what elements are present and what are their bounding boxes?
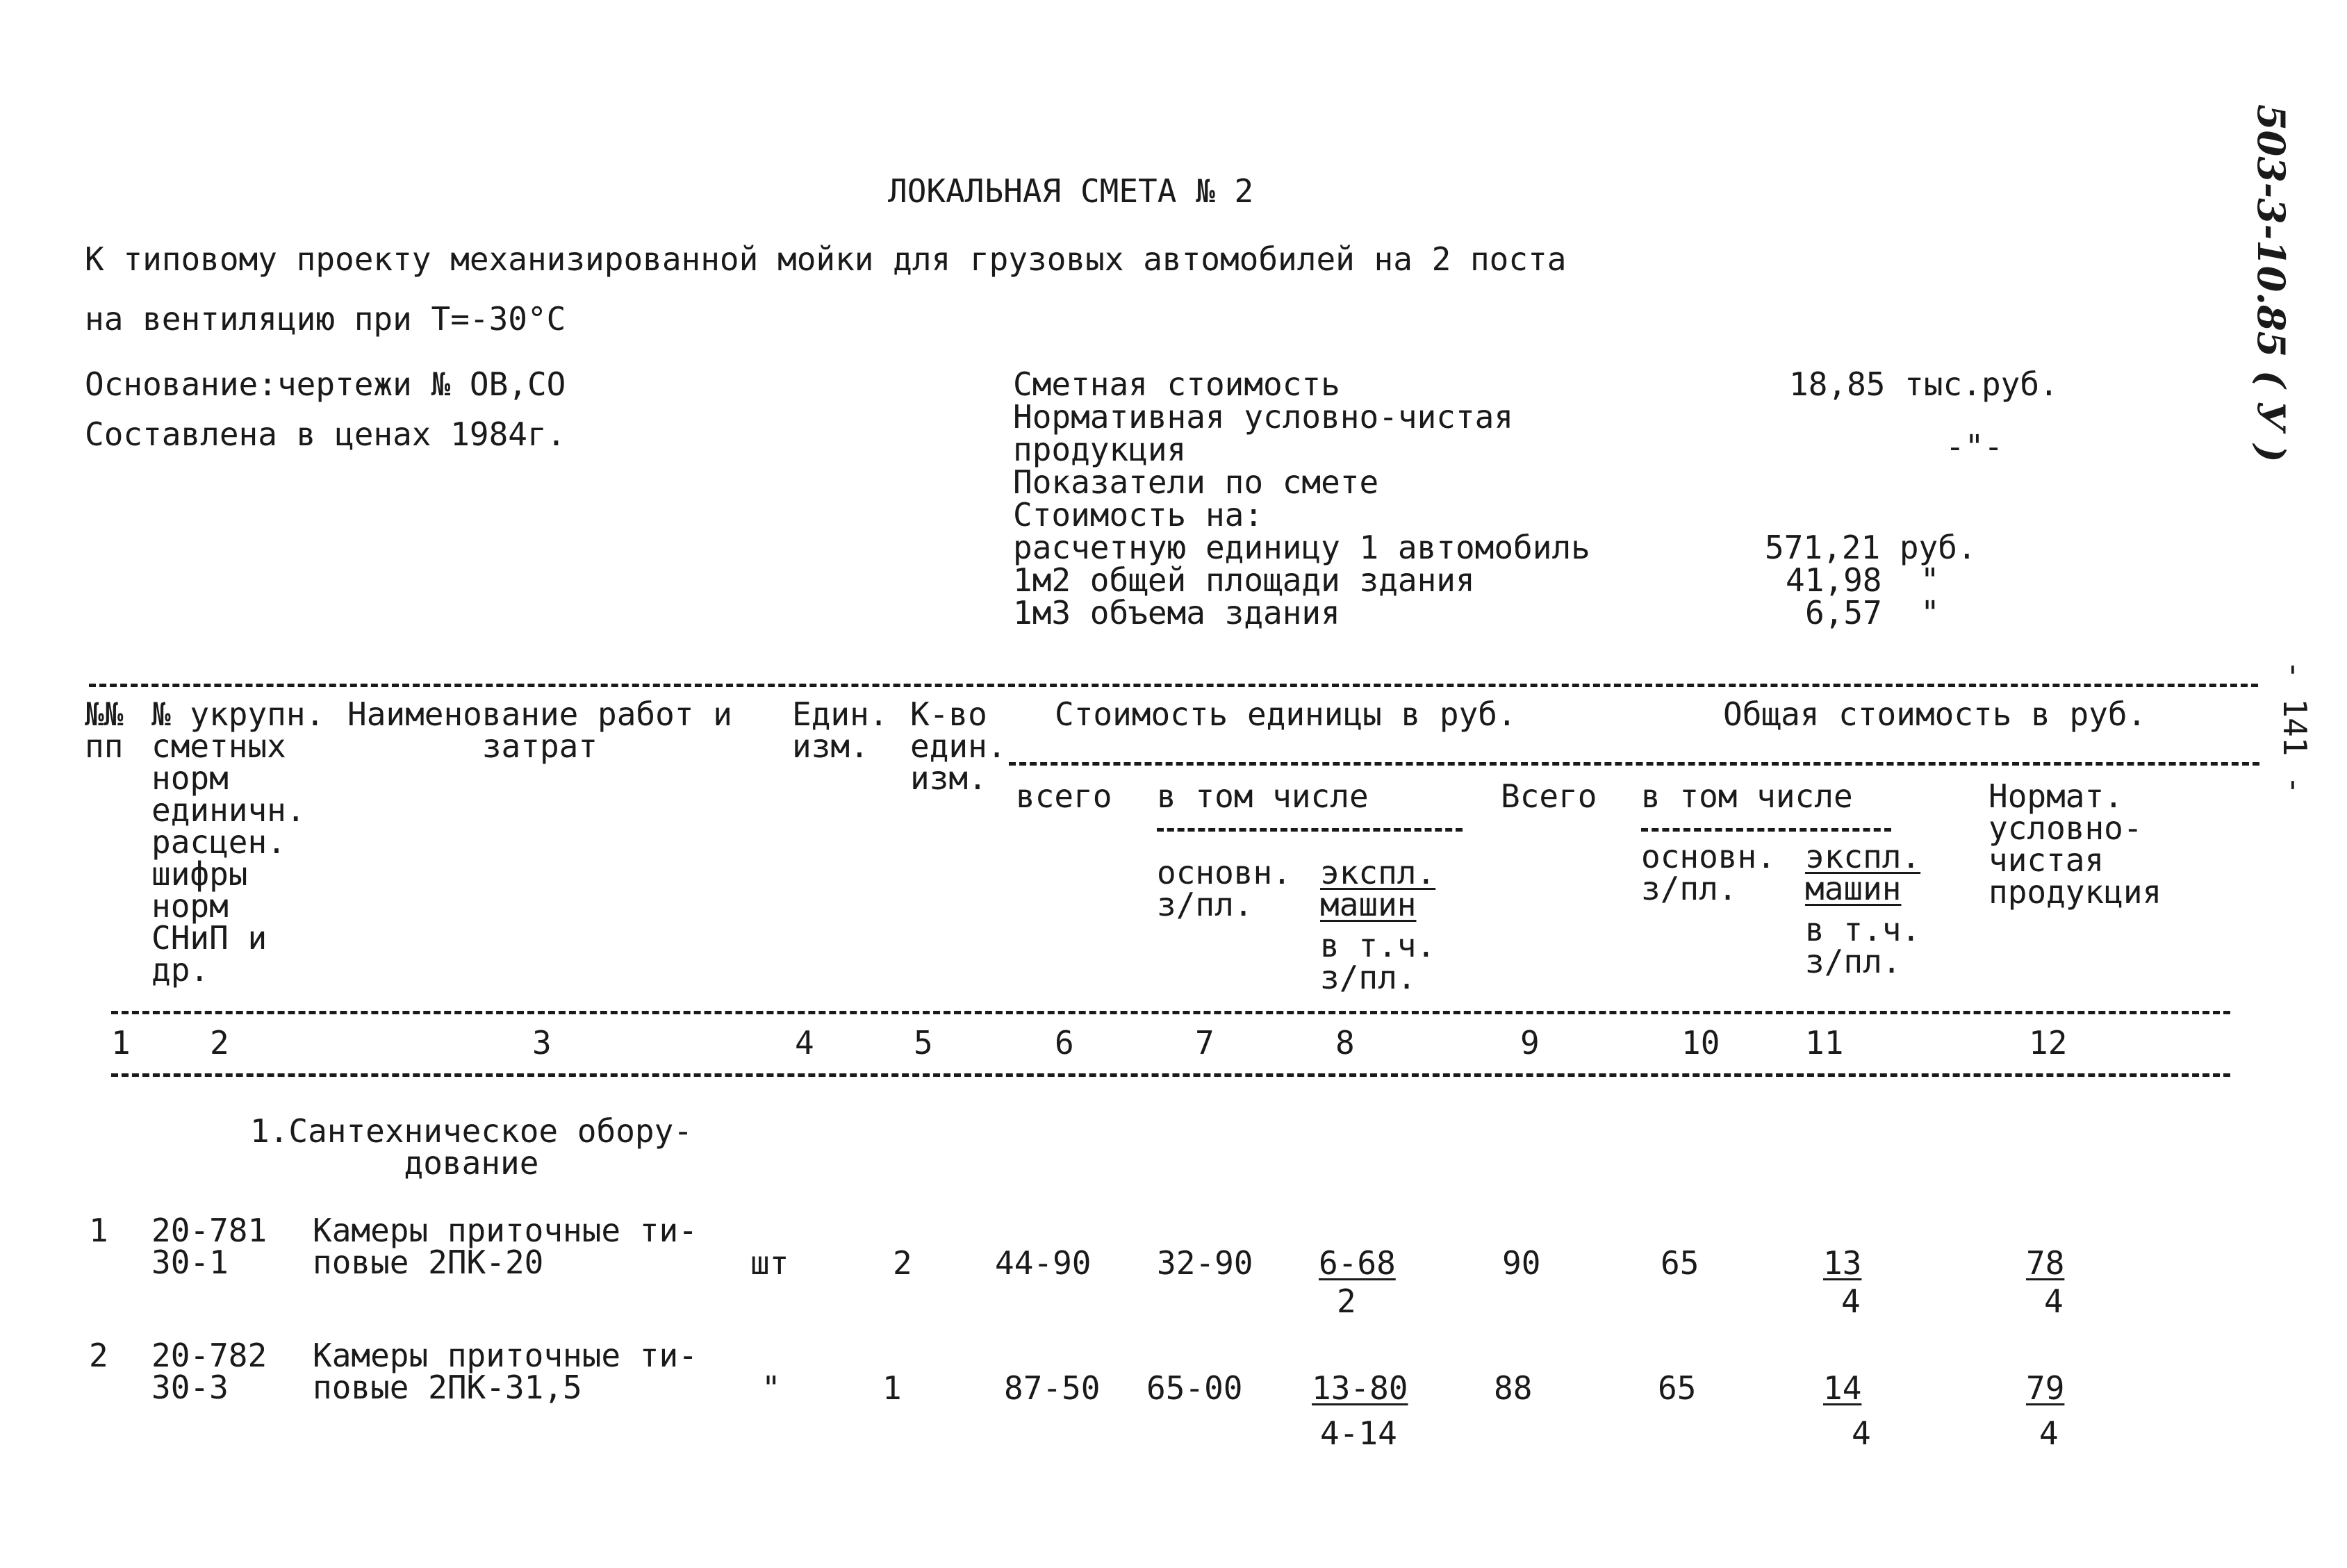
summary-label: продукция — [1013, 431, 1187, 468]
column-numbers-rule — [111, 1073, 2230, 1077]
column-number: 7 — [1195, 1024, 1214, 1062]
row-unit-wage: 32-90 — [1157, 1244, 1253, 1282]
column-number: 10 — [1681, 1024, 1720, 1062]
section-heading: 1.Сантехническое обору- дование — [250, 1112, 693, 1182]
row-norm-product-sub: 4 — [2039, 1414, 2059, 1452]
row-total-machines-wage: 4 — [1852, 1414, 1871, 1452]
column-number: 6 — [1055, 1024, 1074, 1062]
row-total-machines: 13 — [1823, 1244, 1862, 1282]
header-col-11-top: экспл. машин — [1805, 838, 1921, 907]
page-number: - 141 - — [2276, 660, 2314, 795]
row-unit-machines: 6-68 — [1319, 1244, 1396, 1282]
row-code: 20-782 30-3 — [151, 1337, 267, 1406]
summary-label: Показатели по смете — [1013, 463, 1379, 501]
row-total-machines: 14 — [1823, 1369, 1862, 1407]
header-unit-cost: Стоимость единицы в руб. — [1055, 695, 1517, 733]
summary-label: Стоимость на: — [1013, 496, 1264, 534]
row-unit: шт — [750, 1244, 789, 1282]
summary-value: -"- — [1945, 428, 2004, 465]
header-bottom-rule — [111, 1011, 2230, 1014]
header-incl-total: в том числе — [1641, 777, 1853, 815]
row-unit: " — [761, 1369, 781, 1407]
project-description: К типовому проекту механизированной мойки для грузовых автомобилей на 2 поста — [85, 240, 1567, 278]
row-unit-wage: 65-00 — [1146, 1369, 1243, 1407]
column-number: 9 — [1520, 1024, 1540, 1062]
column-number: 11 — [1805, 1024, 1844, 1062]
summary-value: 571,21 руб. — [1765, 529, 1977, 566]
row-unit-machines-wage: 4-14 — [1320, 1414, 1397, 1452]
project-stamp: 503-3-10.85 ( У ) — [2249, 104, 2294, 463]
summary-label: расчетную единицу 1 автомобиль — [1013, 529, 1590, 566]
summary-value: 18,85 тыс.руб. — [1789, 365, 2059, 403]
row-norm-product: 78 — [2026, 1244, 2065, 1282]
basis-drawings: Основание:чертежи № ОВ,СО — [85, 365, 566, 403]
header-col-5: К-во един. изм. — [910, 695, 1007, 797]
header-col-8-bottom: в т.ч. з/пл. — [1320, 927, 1436, 996]
row-name: Камеры приточные ти- повые 2ПК-31,5 — [313, 1337, 698, 1406]
column-number: 8 — [1335, 1024, 1355, 1062]
page-title: ЛОКАЛЬНАЯ СМЕТА № 2 — [888, 172, 1254, 210]
summary-label: 1м3 объема здания — [1013, 594, 1340, 632]
row-number: 2 — [89, 1337, 108, 1374]
column-number: 5 — [914, 1024, 933, 1062]
row-total: 90 — [1502, 1244, 1541, 1282]
cost-header-rule — [1009, 762, 2259, 766]
summary-label: 1м2 общей площади здания — [1013, 561, 1475, 599]
header-col-8-top: экспл. машин — [1320, 854, 1436, 923]
table-top-rule — [89, 684, 2258, 687]
header-col-2: № укрупн. сметных норм единичн. расцен. шифры норм СНиП и др. — [151, 695, 325, 989]
header-col-10: основн. з/пл. — [1641, 838, 1776, 907]
row-unit-machines-wage: 2 — [1337, 1282, 1356, 1320]
column-number: 12 — [2029, 1024, 2068, 1062]
price-level: Составлена в ценах 1984г. — [85, 415, 566, 453]
header-col-3: Наименование работ и затрат — [347, 695, 732, 765]
header-col-6: всего — [1016, 777, 1112, 815]
header-col-1: №№ пп — [85, 695, 124, 765]
header-col-12: Нормат. условно- чистая продукция — [1988, 777, 2162, 911]
row-qty: 1 — [882, 1369, 902, 1407]
row-total: 88 — [1494, 1369, 1533, 1407]
summary-label: Нормативная условно-чистая — [1013, 398, 1514, 436]
header-col-7: основн. з/пл. — [1157, 854, 1292, 923]
column-number: 4 — [795, 1024, 814, 1062]
row-name: Камеры приточные ти- повые 2ПК-20 — [313, 1212, 698, 1281]
row-qty: 2 — [893, 1244, 912, 1282]
header-col-9: Всего — [1501, 777, 1597, 815]
header-col-11-bottom: в т.ч. з/пл. — [1805, 911, 1921, 980]
row-number: 1 — [89, 1212, 108, 1249]
summary-value: 6,57 " — [1805, 594, 1940, 632]
row-norm-product-sub: 4 — [2044, 1282, 2064, 1320]
row-total-machines-wage: 4 — [1841, 1282, 1861, 1320]
row-norm-product: 79 — [2026, 1369, 2065, 1407]
summary-label: Сметная стоимость — [1013, 365, 1340, 403]
summary-value: 41,98 " — [1786, 561, 1940, 599]
unit-incl-rule — [1157, 828, 1463, 832]
header-incl-unit: в том числе — [1157, 777, 1369, 815]
row-unit-total: 87-50 — [1004, 1369, 1101, 1407]
column-number: 1 — [111, 1024, 131, 1062]
total-incl-rule — [1641, 828, 1891, 832]
column-number: 3 — [532, 1024, 552, 1062]
row-unit-total: 44-90 — [995, 1244, 1092, 1282]
ventilation-condition: на вентиляцию при Т=-30°С — [85, 300, 566, 338]
column-number: 2 — [210, 1024, 229, 1062]
row-total-wage: 65 — [1658, 1369, 1697, 1407]
header-total-cost: Общая стоимость в руб. — [1723, 695, 2147, 733]
header-col-4: Един. изм. — [792, 695, 889, 765]
row-code: 20-781 30-1 — [151, 1212, 267, 1281]
row-unit-machines: 13-80 — [1312, 1369, 1408, 1407]
row-total-wage: 65 — [1661, 1244, 1699, 1282]
